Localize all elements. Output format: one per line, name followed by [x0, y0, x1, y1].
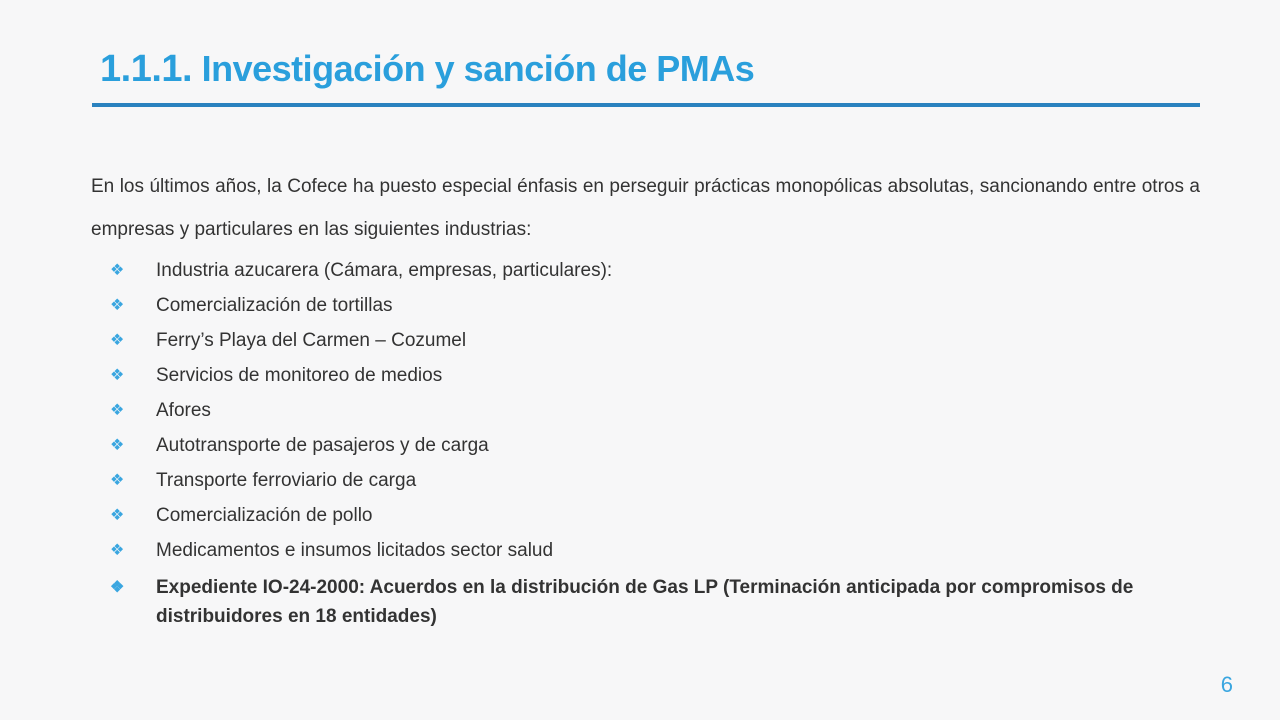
- intro-paragraph: En los últimos años, la Cofece ha puesto especial énfasis en perseguir prácticas monopólicas absolutas, sancionando entre otros a empresas y particulares en las siguientes industrias:: [91, 176, 1200, 240]
- list-item: [108, 498, 1198, 533]
- diamond-bullet-icon: ❖: [110, 332, 125, 349]
- industry-list: [108, 253, 1198, 631]
- title-underline: [92, 103, 1200, 107]
- list-item-text: Medicamentos e insumos licitados sector salud: [156, 540, 554, 561]
- diamond-bullet-icon: ❖: [110, 262, 125, 279]
- diamond-bullet-icon: ❖: [110, 402, 125, 419]
- list-item-text: Comercialización de tortillas: [156, 295, 393, 316]
- list-item-text: Industria azucarera (Cámara, empresas, particulares):: [156, 260, 613, 281]
- diamond-bullet-icon: ❖: [110, 579, 125, 596]
- list-item-text: Ferry’s Playa del Carmen – Cozumel: [156, 330, 467, 351]
- title-text: Investigación y sanción de PMAs: [201, 48, 755, 89]
- page-number: 6: [1220, 672, 1233, 697]
- diamond-bullet-icon: ❖: [110, 437, 125, 454]
- list-item: [108, 463, 1198, 498]
- diamond-bullet-icon: ❖: [110, 507, 125, 524]
- list-item: [108, 393, 1198, 428]
- list-item: [108, 533, 1198, 568]
- list-item-text: Comercialización de pollo: [156, 505, 373, 526]
- list-item-text: Transporte ferroviario de carga: [156, 470, 417, 491]
- list-item: [108, 428, 1198, 463]
- list-item: [108, 253, 1198, 288]
- list-item: [108, 323, 1198, 358]
- highlight-list-item: [108, 572, 1198, 631]
- list-item: [108, 358, 1198, 393]
- title-number: 1.1.1.: [100, 48, 193, 90]
- slide-title: [100, 48, 754, 91]
- diamond-bullet-icon: ❖: [110, 542, 125, 559]
- highlight-list-item-text: Expediente IO-24-2000: Acuerdos en la distribución de Gas LP (Terminación anticipada por compromisos de distribuidores en 18 entidades): [156, 577, 1134, 627]
- diamond-bullet-icon: ❖: [110, 297, 125, 314]
- list-item-text: Servicios de monitoreo de medios: [156, 365, 443, 386]
- list-item-text: Afores: [156, 400, 211, 421]
- diamond-bullet-icon: ❖: [110, 367, 125, 384]
- list-item: [108, 288, 1198, 323]
- diamond-bullet-icon: ❖: [110, 472, 125, 489]
- list-item-text: Autotransporte de pasajeros y de carga: [156, 435, 489, 456]
